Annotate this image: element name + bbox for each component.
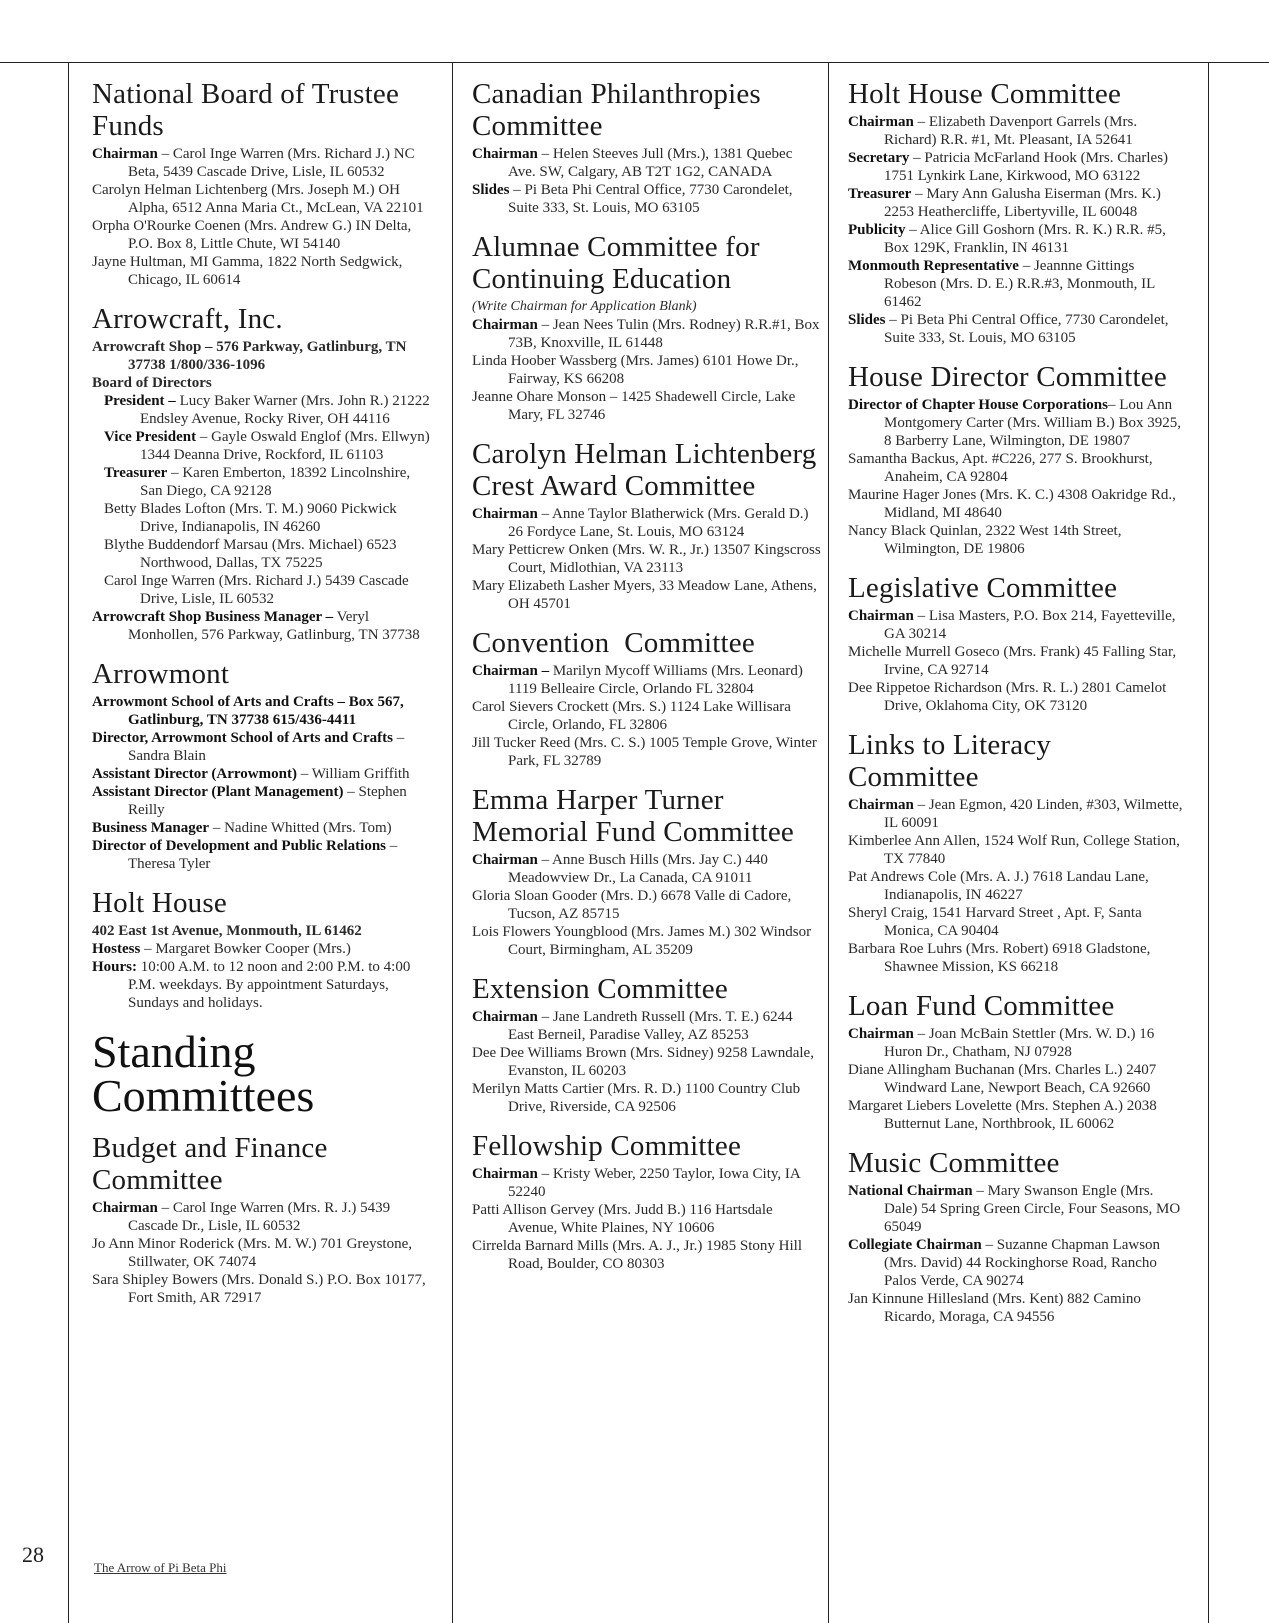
literacy-list (848, 796, 1188, 976)
entry-label: Arrowcraft Shop Business Manager – (92, 609, 334, 625)
entry-text: Barbara Roe Luhrs (Mrs. Robert) 6918 Gladstone, Shawnee Mission, KS 66218 (848, 941, 1151, 975)
list-item (848, 904, 1188, 940)
application-note: (Write Chairman for Application Blank) (472, 299, 697, 314)
heading-legislative: Legislative Committee (848, 572, 1118, 604)
music-list (848, 1182, 1188, 1326)
entry-text: – Elizabeth Davenport Garrels (Mrs. Richard) R.R. #1, Mt. Pleasant, IA 52641 (884, 114, 1138, 148)
house-director-list (848, 396, 1188, 558)
entry-label: Chairman (472, 1166, 538, 1182)
entry-text: – Anne Taylor Blatherwick (Mrs. Gerald D.) 26 Fordyce Lane, St. Louis, MO 63124 (508, 506, 809, 540)
list-item (848, 868, 1188, 904)
list-item (848, 643, 1188, 679)
heading-budget-finance: Budget and Finance Committee (92, 1132, 328, 1196)
heading-arrowmont: Arrowmont (92, 658, 230, 690)
list-item (92, 819, 432, 837)
entry-label: Secretary (848, 150, 910, 166)
list-item (848, 311, 1188, 347)
entry-text: Pat Andrews Cole (Mrs. A. J.) 7618 Landau Lane, Indianapolis, IN 46227 (848, 869, 1149, 903)
entry-label: Arrowmont School of Arts and Crafts – Box 567, Gatlinburg, TN 37738 615/436-4411 (92, 694, 404, 728)
list-item (848, 113, 1188, 149)
entry-label: Chairman – (472, 663, 550, 679)
list-item (848, 1025, 1188, 1061)
arrowmont-list (92, 693, 432, 873)
entry-label: Director of Chapter House Corporations (848, 397, 1108, 413)
entry-text: Jill Tucker Reed (Mrs. C. S.) 1005 Temple Grove, Winter Park, FL 32789 (472, 735, 817, 769)
entry-label: Collegiate Chairman (848, 1237, 982, 1253)
list-item (848, 679, 1188, 715)
list-item (848, 1236, 1188, 1290)
entry-text: – Theresa Tyler (128, 838, 398, 872)
fellowship-list (472, 1165, 822, 1273)
list-item (472, 698, 822, 734)
entry-text: Jo Ann Minor Roderick (Mrs. M. W.) 701 Greystone, Stillwater, OK 74074 (92, 1236, 412, 1270)
entry-text: – Gayle Oswald Englof (Mrs. Ellwyn) 1344 Deanna Drive, Rockford, IL 61103 (140, 429, 430, 463)
list-item (848, 940, 1188, 976)
entry-label: Chairman (848, 797, 914, 813)
entry-label: Slides (848, 312, 886, 328)
entry-text: Veryl Monhollen, 576 Parkway, Gatlinburg, TN 37738 (128, 609, 420, 643)
entry-text: – Carol Inge Warren (Mrs. R. J.) 5439 Cascade Dr., Lisle, IL 60532 (128, 1200, 391, 1234)
column-rule (828, 62, 829, 1623)
list-item (92, 464, 432, 500)
column-1 (92, 72, 432, 1307)
entry-text: Carol Inge Warren (Mrs. Richard J.) 5439 Cascade Drive, Lisle, IL 60532 (104, 573, 409, 607)
entry-text: Nancy Black Quinlan, 2322 West 14th Street, Wilmington, DE 19806 (848, 523, 1122, 557)
entry-text: Lucy Baker Warner (Mrs. John R.) 21222 Endsley Avenue, Rocky River, OH 44116 (140, 393, 430, 427)
entry-text: Michelle Murrell Goseco (Mrs. Frank) 45 Falling Star, Irvine, CA 92714 (848, 644, 1177, 678)
entry-label: Chairman (472, 146, 538, 162)
emma-list (472, 851, 822, 959)
entry-text: – Anne Busch Hills (Mrs. Jay C.) 440 Meadowview Dr., La Canada, CA 91011 (508, 852, 768, 886)
column-3 (848, 72, 1188, 1326)
entry-text: – Pi Beta Phi Central Office, 7730 Carondelet, Suite 333, St. Louis, MO 63105 (884, 312, 1169, 346)
entry-text: – Suzanne Chapman Lawson (Mrs. David) 44 Rockinghorse Road, Rancho Palos Verde, CA 90274 (884, 1237, 1161, 1289)
entry-label: Chairman (848, 114, 914, 130)
entry-label: Monmouth Representative (848, 258, 1019, 274)
top-rule (0, 62, 1269, 63)
list-item (472, 388, 822, 424)
entry-text: Maurine Hager Jones (Mrs. K. C.) 4308 Oakridge Rd., Midland, MI 48640 (848, 487, 1176, 521)
entry-text: – Margaret Bowker Cooper (Mrs.) (140, 941, 351, 957)
entry-text: – Jean Egmon, 420 Linden, #303, Wilmette, IL 60091 (884, 797, 1183, 831)
heading-crest-award: Carolyn Helman Lichtenberg Crest Award Committee (472, 438, 817, 502)
list-item (472, 1008, 822, 1044)
holt-house-address: 402 East 1st Avenue, Monmouth, IL 61462 (92, 923, 362, 939)
list-item (848, 1097, 1188, 1133)
list-item (472, 1080, 822, 1116)
list-item (92, 217, 432, 253)
entry-text: Dee Rippetoe Richardson (Mrs. R. L.) 2801 Camelot Drive, Oklahoma City, OK 73120 (848, 680, 1167, 714)
list-item (92, 729, 432, 765)
entry-text: – Mary Ann Galusha Eiserman (Mrs. K.) 2253 Heathercliffe, Libertyville, IL 60048 (884, 186, 1161, 220)
entry-label: Chairman (848, 608, 914, 624)
heading-emma-harper-turner: Emma Harper Turner Memorial Fund Committee (472, 784, 794, 848)
list-item (848, 396, 1188, 450)
list-item (472, 577, 822, 613)
heading-trustee-funds: National Board of Trustee Funds (92, 78, 400, 142)
entry-label: Chairman (472, 852, 538, 868)
entry-text: Betty Blades Lofton (Mrs. T. M.) 9060 Pickwick Drive, Indianapolis, IN 46260 (104, 501, 397, 535)
entry-text: Marilyn Mycoff Williams (Mrs. Leonard) 1119 Belleaire Circle, Orlando FL 32804 (508, 663, 803, 697)
list-item (472, 541, 822, 577)
entry-text: – Lisa Masters, P.O. Box 214, Fayetteville, GA 30214 (884, 608, 1176, 642)
list-item (472, 734, 822, 770)
publication-footer: The Arrow of Pi Beta Phi (94, 1560, 227, 1575)
entry-text: Linda Hoober Wassberg (Mrs. James) 6101 Howe Dr., Fairway, KS 66208 (472, 353, 799, 387)
entry-label: Vice President (104, 429, 197, 445)
list-item (472, 145, 822, 181)
loan-list (848, 1025, 1188, 1133)
entry-text: Jeanne Ohare Monson – 1425 Shadewell Circle, Lake Mary, FL 32746 (472, 389, 796, 423)
list-item (472, 352, 822, 388)
list-item (472, 851, 822, 887)
entry-text: Jayne Hultman, MI Gamma, 1822 North Sedgwick, Chicago, IL 60614 (92, 254, 403, 288)
heading-arrowcraft: Arrowcraft, Inc. (92, 303, 283, 335)
entry-text: Jan Kinnune Hillesland (Mrs. Kent) 882 Camino Ricardo, Moraga, CA 94556 (848, 1291, 1141, 1325)
list-item (92, 392, 432, 428)
list-item (92, 1235, 432, 1271)
entry-text: – Stephen Reilly (128, 784, 407, 818)
entry-text: Samantha Backus, Apt. #C226, 277 S. Brookhurst, Anaheim, CA 92804 (848, 451, 1153, 485)
entry-label: Assistant Director (Arrowmont) (92, 766, 297, 782)
entry-text: Sara Shipley Bowers (Mrs. Donald S.) P.O. Box 10177, Fort Smith, AR 72917 (92, 1272, 426, 1306)
entry-label: Director, Arrowmont School of Arts and Crafts (92, 730, 393, 746)
list-item (92, 783, 432, 819)
column-rule (68, 62, 69, 1623)
entry-text: 10:00 A.M. to 12 noon and 2:00 P.M. to 4:00 P.M. weekdays. By appointment Saturdays, Sundays and holidays. (128, 959, 411, 1011)
list-item (848, 796, 1188, 832)
list-item (92, 253, 432, 289)
holt-hours-entry (92, 958, 432, 1012)
entry-text: Orpha O'Rourke Coenen (Mrs. Andrew G.) IN Delta, P.O. Box 8, Little Chute, WI 54140 (92, 218, 412, 252)
entry-label: Chairman (92, 1200, 158, 1216)
list-item (92, 572, 432, 608)
heading-standing-committees: Standing Committees (92, 1026, 315, 1121)
list-item (848, 221, 1188, 257)
entry-text: Kimberlee Ann Allen, 1524 Wolf Run, College Station, TX 77840 (848, 833, 1180, 867)
list-item (848, 450, 1188, 486)
entry-label: Business Manager (92, 820, 210, 836)
entry-text: Diane Allingham Buchanan (Mrs. Charles L.) 2407 Windward Lane, Newport Beach, CA 92660 (848, 1062, 1157, 1096)
entry-text: – Jane Landreth Russell (Mrs. T. E.) 6244 East Berneil, Paradise Valley, AZ 85253 (508, 1009, 793, 1043)
entry-text: Merilyn Matts Cartier (Mrs. R. D.) 1100 Country Club Drive, Riverside, CA 92506 (472, 1081, 801, 1115)
board-list (92, 392, 432, 608)
list-item (472, 887, 822, 923)
list-item (472, 1044, 822, 1080)
heading-holt-house-committee: Holt House Committee (848, 78, 1122, 110)
entry-text: – Nadine Whitted (Mrs. Tom) (209, 820, 392, 836)
entry-label: Chairman (472, 317, 538, 333)
heading-canadian-philanthropies: Canadian Philanthropies Committee (472, 78, 761, 142)
list-item (848, 522, 1188, 558)
entry-label: Chairman (472, 1009, 538, 1025)
list-item (848, 607, 1188, 643)
list-item (472, 1237, 822, 1273)
entry-label: Treasurer (848, 186, 912, 202)
heading-links-to-literacy: Links to Literacy Committee (848, 729, 1052, 793)
heading-alumnae-committee: Alumnae Committee for Continuing Education (472, 231, 760, 295)
entry-text: Blythe Buddendorf Marsau (Mrs. Michael) 6523 Northwood, Dallas, TX 75225 (104, 537, 397, 571)
list-item (472, 923, 822, 959)
list-item (92, 1199, 432, 1235)
entry-text: – Patricia McFarland Hook (Mrs. Charles) 1751 Lynkirk Lane, Kirkwood, MO 63122 (884, 150, 1169, 184)
list-item (848, 185, 1188, 221)
entry-text: Margaret Liebers Lovelette (Mrs. Stephen A.) 2038 Butternut Lane, Northbrook, IL 60062 (848, 1098, 1157, 1132)
column-rule (1208, 62, 1209, 1623)
entry-text: – Lou Ann Montgomery Carter (Mrs. William B.) Box 3925, 8 Barberry Lane, Wilmington, DE 19807 (884, 397, 1182, 449)
list-item (472, 505, 822, 541)
entry-text: – Joan McBain Stettler (Mrs. W. D.) 16 Huron Dr., Chatham, NJ 07928 (884, 1026, 1155, 1060)
entry-label: Director of Development and Public Relations (92, 838, 387, 854)
list-item (92, 765, 432, 783)
entry-text: – Karen Emberton, 18392 Lincolnshire, San Diego, CA 92128 (140, 465, 411, 499)
list-item (848, 149, 1188, 185)
list-item (848, 486, 1188, 522)
board-of-directors-label: Board of Directors (92, 375, 212, 391)
canadian-list (472, 145, 822, 217)
entry-label: Assistant Director (Plant Management) (92, 784, 344, 800)
entry-text: – Mary Swanson Engle (Mrs. Dale) 54 Spring Green Circle, Four Seasons, MO 65049 (884, 1183, 1181, 1235)
entry-text: – Sandra Blain (128, 730, 405, 764)
list-item (472, 181, 822, 217)
list-item (472, 1165, 822, 1201)
entry-label: Hours: (92, 959, 137, 975)
list-item (848, 832, 1188, 868)
entry-text: Cirrelda Barnard Mills (Mrs. A. J., Jr.) 1985 Stony Hill Road, Boulder, CO 80303 (472, 1238, 802, 1272)
entry-text: – Alice Gill Goshorn (Mrs. R. K.) R.R. #5, Box 129K, Franklin, IN 46131 (884, 222, 1166, 256)
entry-label: Chairman (472, 506, 538, 522)
list-item (92, 181, 432, 217)
entry-text: – Jean Nees Tulin (Mrs. Rodney) R.R.#1, Box 73B, Knoxville, IL 61448 (508, 317, 820, 351)
list-item (92, 536, 432, 572)
entry-text: Mary Petticrew Onken (Mrs. W. R., Jr.) 13507 Kingscross Court, Midlothian, VA 23113 (472, 542, 821, 576)
entry-text: Mary Elizabeth Lasher Myers, 33 Meadow Lane, Athens, OH 45701 (472, 578, 817, 612)
extension-list (472, 1008, 822, 1116)
list-item (92, 428, 432, 464)
holt-committee-list (848, 113, 1188, 347)
entry-text: – Helen Steeves Jull (Mrs.), 1381 Quebec Ave. SW, Calgary, AB T2T 1G2, CANADA (508, 146, 793, 180)
column-2 (472, 72, 822, 1273)
entry-text: Carolyn Helman Lichtenberg (Mrs. Joseph M.) OH Alpha, 6512 Anna Maria Ct., McLean, VA 22101 (92, 182, 424, 216)
heading-convention: Convention Committee (472, 627, 755, 659)
heading-music: Music Committee (848, 1147, 1060, 1179)
list-item (92, 693, 432, 729)
entry-text: Gloria Sloan Gooder (Mrs. D.) 6678 Valle di Cadore, Tucson, AZ 85715 (472, 888, 792, 922)
budget-list (92, 1199, 432, 1307)
alumnae-list (472, 316, 822, 424)
entry-text: – Carol Inge Warren (Mrs. Richard J.) NC Beta, 5439 Cascade Drive, Lisle, IL 60532 (128, 146, 415, 180)
entry-text: – Kristy Weber, 2250 Taylor, Iowa City, IA 52240 (508, 1166, 800, 1200)
list-item (472, 316, 822, 352)
entry-label: President – (104, 393, 176, 409)
entry-label: Slides (472, 182, 510, 198)
page-number: 28 (22, 1542, 44, 1567)
entry-text: Patti Allison Gervey (Mrs. Judd B.) 116 Hartsdale Avenue, White Plaines, NY 10606 (472, 1202, 773, 1236)
list-item (472, 662, 822, 698)
list-item (848, 1061, 1188, 1097)
arrowcraft-shop-address: Arrowcraft Shop – 576 Parkway, Gatlinburg, TN 37738 1/800/336-1096 (92, 339, 407, 373)
entry-text: Sheryl Craig, 1541 Harvard Street , Apt. F, Santa Monica, CA 90404 (848, 905, 1142, 939)
entry-label: Hostess (92, 941, 141, 957)
heading-house-director: House Director Committee (848, 361, 1167, 393)
entry-text: Lois Flowers Youngblood (Mrs. James M.) 302 Windsor Court, Birmingham, AL 35209 (472, 924, 812, 958)
heading-holt-house: Holt House (92, 887, 227, 919)
heading-loan-fund: Loan Fund Committee (848, 990, 1115, 1022)
entry-label: National Chairman (848, 1183, 973, 1199)
list-item (848, 1290, 1188, 1326)
crest-list (472, 505, 822, 613)
list-item (92, 1271, 432, 1307)
entry-label: Publicity (848, 222, 906, 238)
entry-label: Chairman (848, 1026, 914, 1042)
entry-text: – Jeannne Gittings Robeson (Mrs. D. E.) R.R.#3, Monmouth, IL 61462 (884, 258, 1155, 310)
entry-text: – Pi Beta Phi Central Office, 7730 Carondelet, Suite 333, St. Louis, MO 63105 (508, 182, 793, 216)
list-item (848, 1182, 1188, 1236)
list-item (472, 1201, 822, 1237)
heading-fellowship: Fellowship Committee (472, 1130, 742, 1162)
convention-list (472, 662, 822, 770)
entry-label: Chairman (92, 146, 158, 162)
shop-manager-entry (92, 608, 432, 644)
list-item (92, 837, 432, 873)
column-rule (452, 62, 453, 1623)
entry-text: Dee Dee Williams Brown (Mrs. Sidney) 9258 Lawndale, Evanston, IL 60203 (472, 1045, 814, 1079)
entry-text: – William Griffith (296, 766, 410, 782)
holt-hostess-entry (92, 940, 432, 958)
entry-label: Treasurer (104, 465, 168, 481)
legislative-list (848, 607, 1188, 715)
list-item (92, 145, 432, 181)
trustee-list (92, 145, 432, 289)
list-item (92, 500, 432, 536)
list-item (848, 257, 1188, 311)
entry-text: Carol Sievers Crockett (Mrs. S.) 1124 Lake Willisara Circle, Orlando, FL 32806 (472, 699, 791, 733)
heading-extension: Extension Committee (472, 973, 728, 1005)
